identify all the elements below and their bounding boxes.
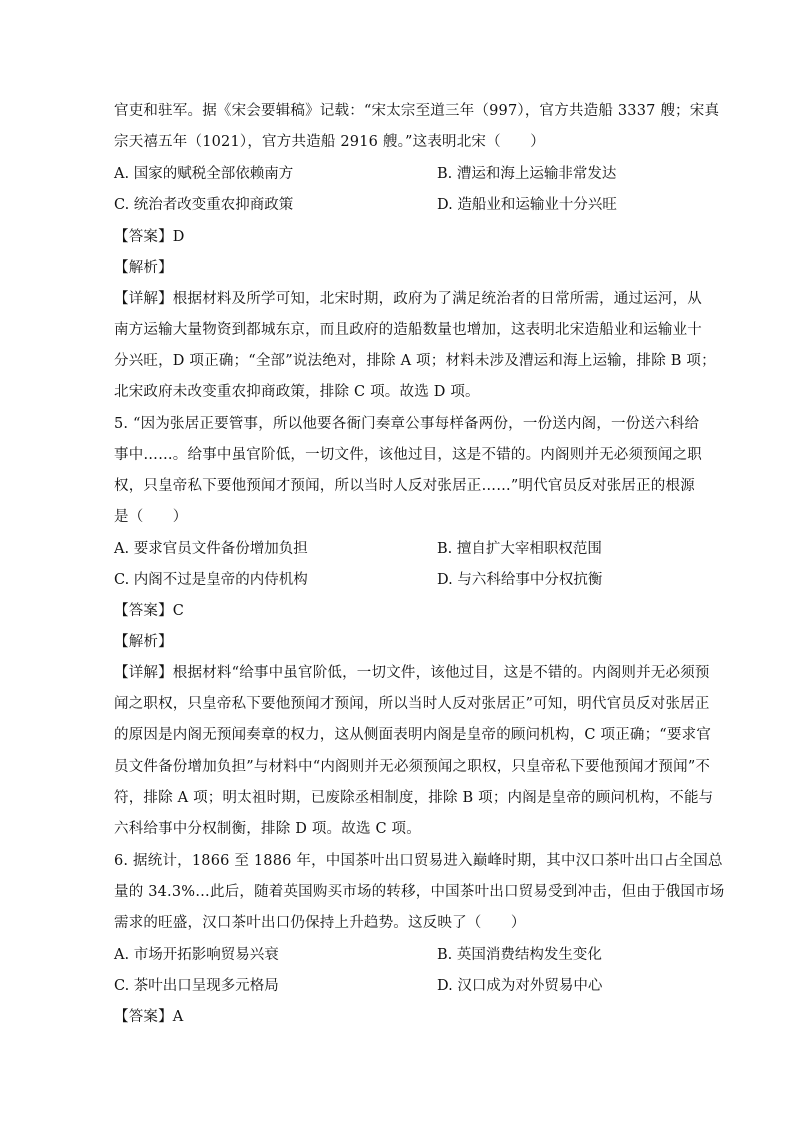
q4-option-c: C. 统治者改变重农抑商政策 [114, 197, 294, 213]
q6-stem-line-3: 需求的旺盛，汉口茶叶出口仍保持上升趋势。这反映了（ ） [114, 915, 526, 931]
q4-option-b: B. 漕运和海上运输非常发达 [437, 166, 617, 182]
q5-option-a: A. 要求官员文件备份增加负担 [114, 541, 308, 557]
q4-stem-line-1: 官吏和驻军。据《宋会要辑稿》记载：“宋太宗至道三年（997），官方共造船 3337 艘；宋真 [114, 103, 720, 119]
q5-stem-line-1: 5. “因为张居正要管事，所以他要各衙门奏章公事每样备两份，一份送内阁，一份送六科给 [114, 416, 700, 432]
q4-option-a: A. 国家的赋税全部依赖南方 [114, 166, 294, 182]
q6-option-d: D. 汉口成为对外贸易中心 [437, 978, 603, 994]
q6-stem-line-2: 量的 34.3%…此后，随着英国购买市场的转移，中国茶叶出口贸易受到冲击，但由于俄国市场 [114, 884, 725, 900]
q5-answer: 【答案】C [114, 603, 185, 619]
q6-stem-line-1: 6. 据统计，1866 至 1886 年，中国茶叶出口贸易进入巅峰时期，其中汉口茶叶出口占全国总 [114, 853, 723, 869]
q6-answer: 【答案】A [114, 1009, 184, 1025]
q6-option-b: B. 英国消费结构发生变化 [437, 947, 602, 963]
q4-options-row-1 [114, 163, 694, 185]
q5-detail-line-4: 员文件备份增加负担”与材料中“内阁则并无必须预闻之职权，只皇帝私下要他预闻才预闻”不 [114, 759, 711, 775]
q6-option-a: A. 市场开拓影响贸易兴衰 [114, 947, 279, 963]
q4-stem-line-2: 宗天禧五年（1021），官方共造船 2916 艘。”这表明北宋（ ） [114, 134, 545, 150]
q4-detail-line-3: 分兴旺，D 项正确；“全部”说法绝对，排除 A 项；材料未涉及漕运和海上运输，排除 B 项； [114, 353, 716, 369]
q5-detail-line-2: 闻之职权，只皇帝私下要他预闻才预闻，所以当时人反对张居正”可知，明代官员反对张居正 [114, 696, 710, 712]
q5-stem-line-2: 事中……。给事中虽官阶低，一切文件，该他过目，这是不错的。内阁则并无必须预闻之职 [114, 447, 702, 463]
q5-options-row-2 [114, 569, 694, 591]
q6-options-row-2 [114, 975, 694, 997]
q4-answer: 【答案】D [114, 229, 185, 245]
q5-option-d: D. 与六科给事中分权抗衡 [437, 572, 603, 588]
q4-analysis-label: 【解析】 [114, 260, 173, 276]
q5-detail-line-3: 的原因是内阁无预闻奏章的权力，这从侧面表明内阁是皇帝的顾问机构，C 项正确；“要求官 [114, 727, 712, 743]
q5-detail-line-1: 【详解】根据材料“给事中虽官阶低，一切文件，该他过目，这是不错的。内阁则并无必须预 [114, 665, 710, 681]
q5-detail-line-6: 六科给事中分权制衡，排除 D 项。故选 C 项。 [114, 821, 421, 837]
q5-analysis-label: 【解析】 [114, 634, 173, 650]
q5-option-c: C. 内阁不过是皇帝的内侍机构 [114, 572, 308, 588]
q6-option-c: C. 茶叶出口呈现多元格局 [114, 978, 279, 994]
q4-option-d: D. 造船业和运输业十分兴旺 [437, 197, 617, 213]
q4-options-row-2 [114, 194, 694, 216]
q5-options-row-1 [114, 538, 694, 560]
q4-detail-line-1: 【详解】根据材料及所学可知，北宋时期，政府为了满足统治者的日常所需，通过运河，从 [114, 291, 702, 307]
q5-stem-line-3: 权，只皇帝私下要他预闻才预闻，所以当时人反对张居正……”明代官员反对张居正的根源 [114, 478, 695, 494]
q4-detail-line-4: 北宋政府未改变重农抑商政策，排除 C 项。故选 D 项。 [114, 384, 480, 400]
q5-option-b: B. 擅自扩大宰相职权范围 [437, 541, 602, 557]
q6-options-row-1 [114, 944, 694, 966]
q5-detail-line-5: 符，排除 A 项；明太祖时期，已废除丞相制度，排除 B 项；内阁是皇帝的顾问机构，不能与 [114, 790, 714, 806]
q4-detail-line-2: 南方运输大量物资到都城东京，而且政府的造船数量也增加，这表明北宋造船业和运输业十 [114, 322, 702, 338]
q5-stem-line-4: 是（ ） [114, 509, 188, 525]
